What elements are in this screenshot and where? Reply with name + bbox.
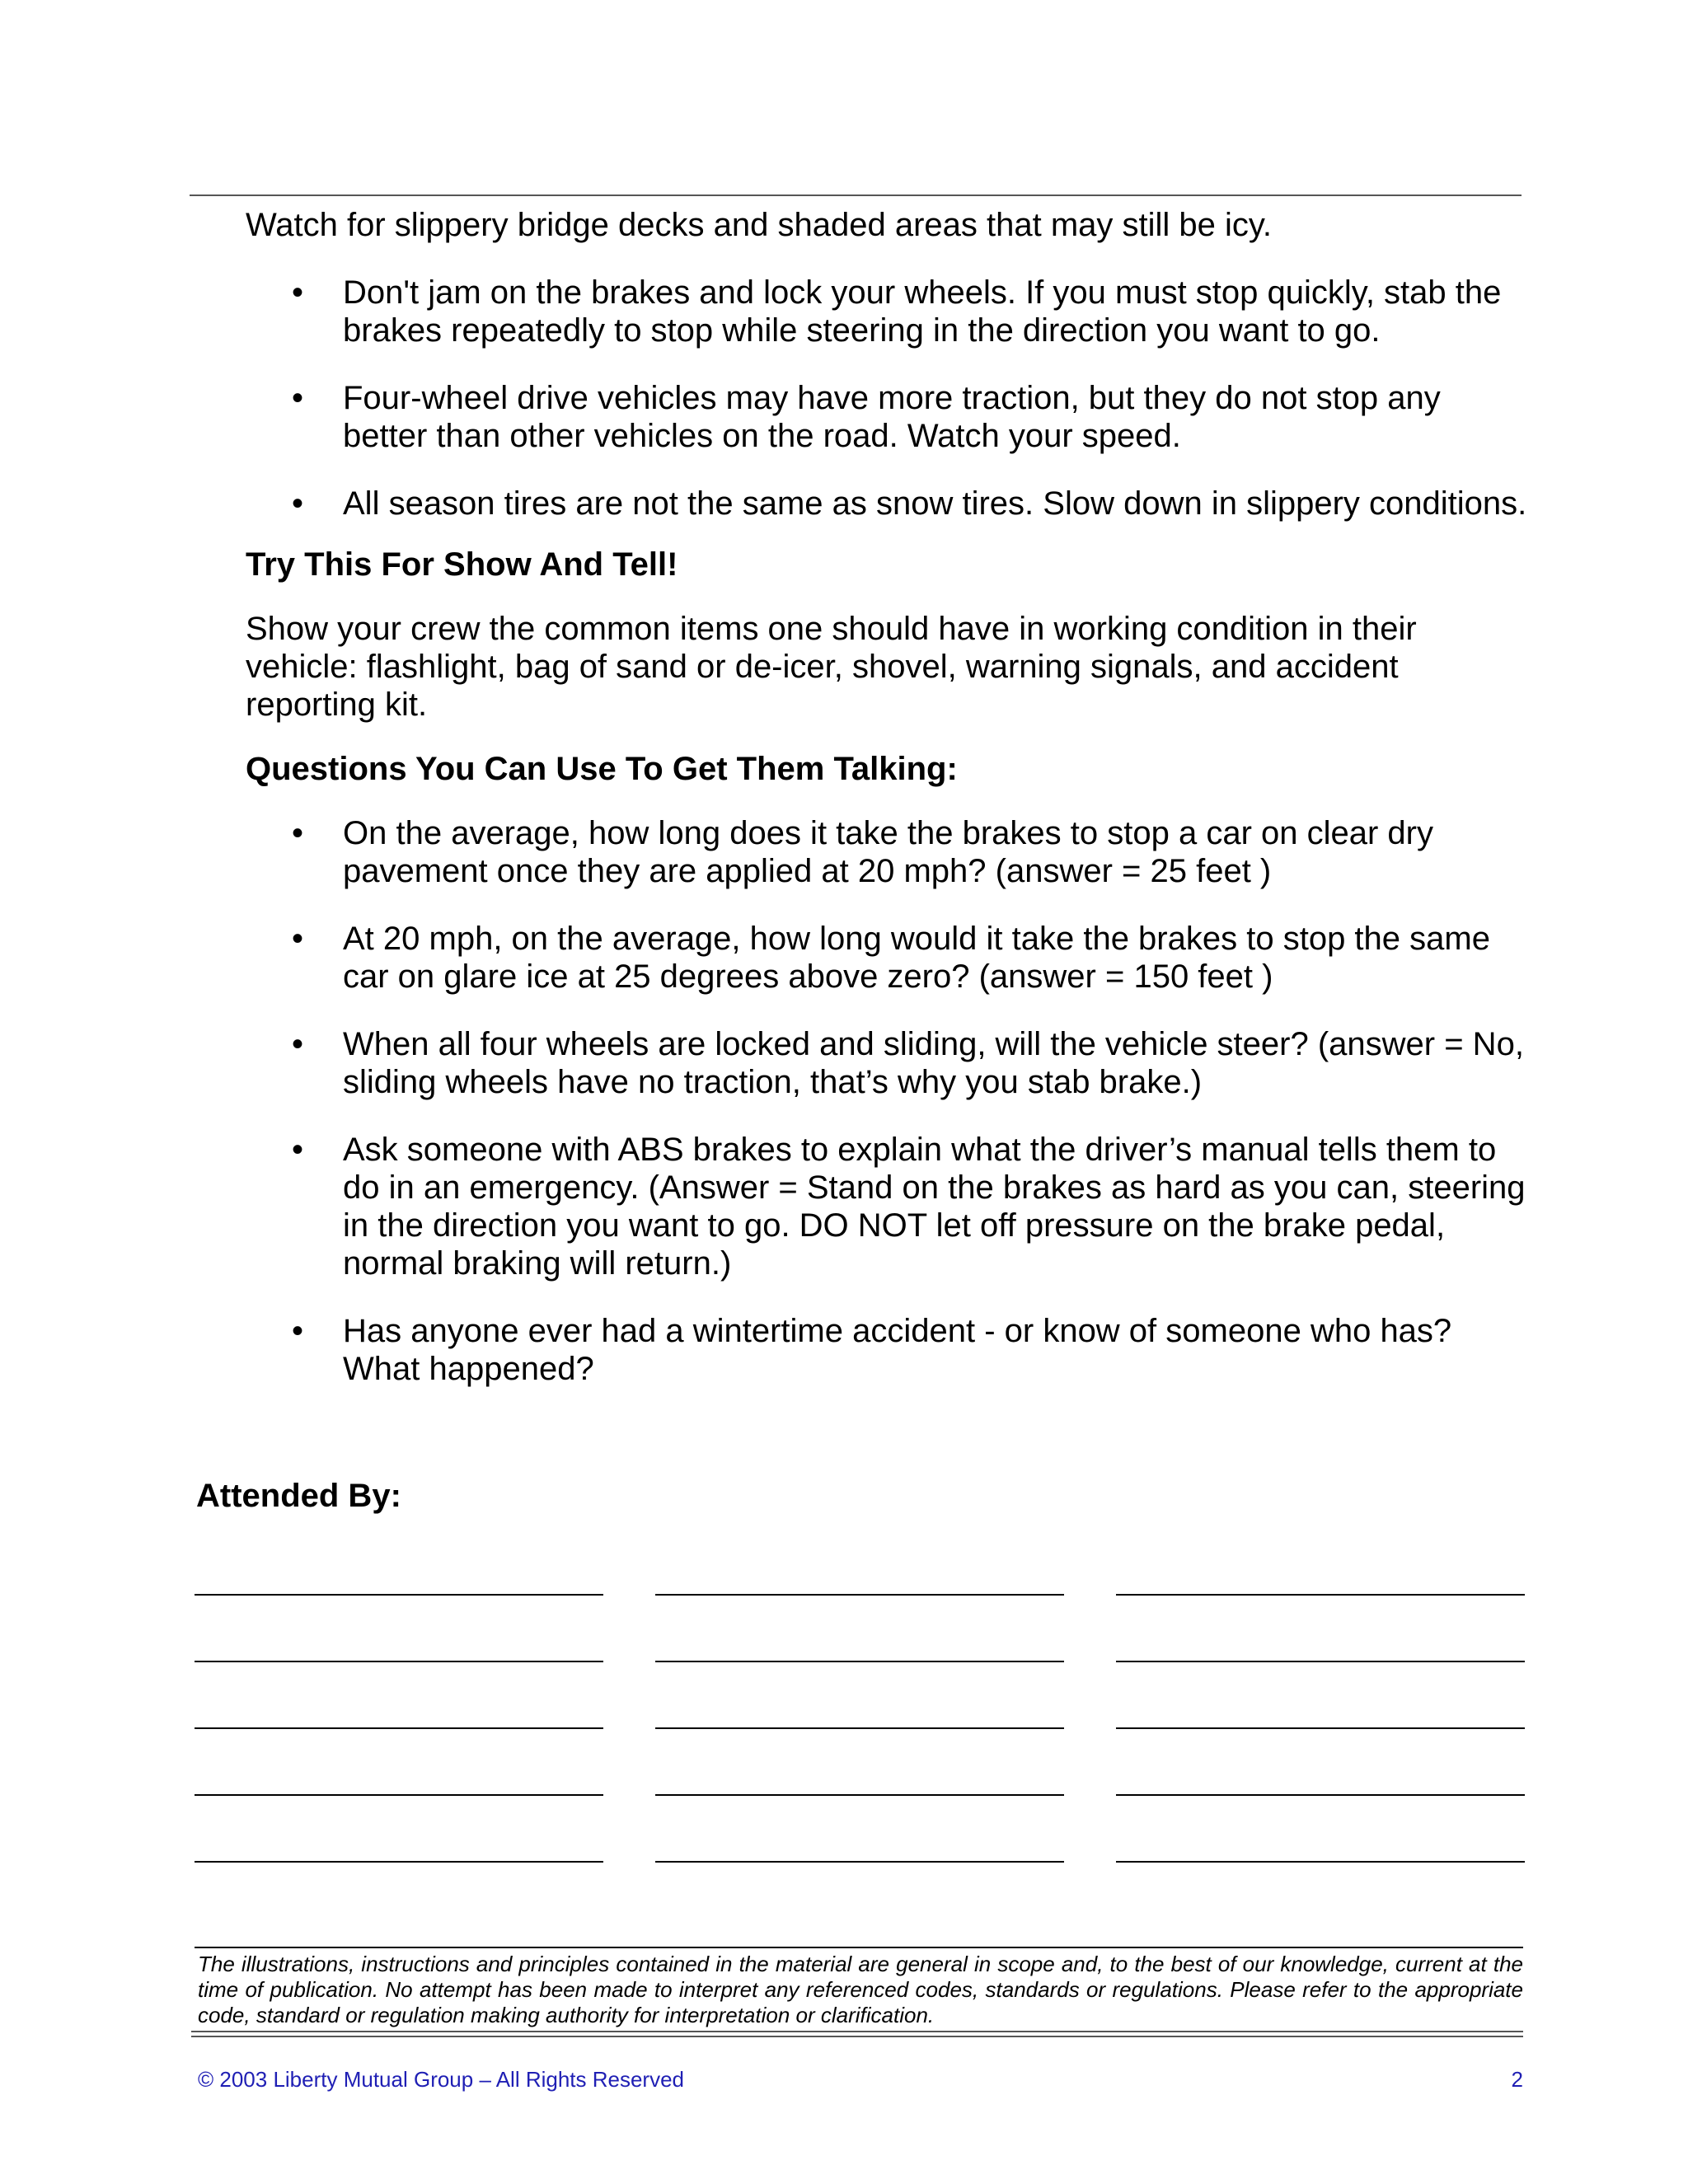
list-item: • Ask someone with ABS brakes to explain what the driver’s manual tells them to do in an emergency. (Answer = Stand on the brakes as hard as you can, steering in the direction you want to go. DO NOT let off pressure on the brake pedal, normal braking will return.): [292, 1132, 1526, 1282]
footer-double-rule: [191, 2031, 1523, 2037]
questions-heading: Questions You Can Use To Get Them Talking:: [246, 751, 958, 787]
list-item: • At 20 mph, on the average, how long would it take the brakes to stop the same car on glare ice at 25 degrees above zero? (answer = 150 feet ): [292, 921, 1490, 995]
signature-row: [195, 1594, 1525, 1661]
bullet-icon: •: [292, 380, 304, 416]
page-number: 2: [1511, 2067, 1523, 2092]
bullet-icon: •: [292, 485, 304, 522]
signature-line[interactable]: [655, 1794, 1064, 1796]
signature-line[interactable]: [655, 1727, 1064, 1729]
bullet-icon: •: [292, 815, 304, 851]
signature-line[interactable]: [655, 1594, 1064, 1596]
signature-row: [195, 1861, 1525, 1928]
list-item: • Don't jam on the brakes and lock your wheels. If you must stop quickly, stab the brakes repeatedly to stop while steering in the direction you want to go.: [292, 274, 1502, 349]
intro-text: Watch for slippery bridge decks and shaded areas that may still be icy.: [246, 207, 1273, 243]
bullet-icon: •: [292, 1132, 304, 1168]
signature-row: [195, 1794, 1525, 1861]
signature-line[interactable]: [195, 1594, 603, 1596]
signature-line[interactable]: [195, 1661, 603, 1662]
signature-line[interactable]: [655, 1861, 1064, 1863]
signature-line[interactable]: [655, 1661, 1064, 1662]
signature-row: [195, 1661, 1525, 1727]
questions-list: [246, 814, 1531, 1388]
signature-line[interactable]: [1116, 1594, 1525, 1596]
bullet-icon: •: [292, 274, 304, 311]
show-tell-text: Show your crew the common items one should have in working condition in their vehicle: flashlight, bag of sand or de-icer, shovel, warning signals, and accident reporting kit.: [246, 611, 1417, 723]
disclaimer-text: The illustrations, instructions and principles contained in the material are general in scope and, to the best of our knowledge, current at the time of publication. No attempt has been made to interpret any referenced codes, standards or regulations. Please refer to the appropriate code, standard or regulation making authority for interpretation or clarification.: [198, 1952, 1523, 2027]
signature-line[interactable]: [1116, 1794, 1525, 1796]
attended-by-label: Attended By:: [196, 1478, 401, 1514]
bullet-icon: •: [292, 921, 304, 957]
tips-list: [246, 274, 1531, 523]
signature-line[interactable]: [195, 1794, 603, 1796]
signature-line[interactable]: [195, 1727, 603, 1729]
bullet-icon: •: [292, 1313, 304, 1349]
list-item: • All season tires are not the same as snow tires. Slow down in slippery conditions.: [292, 485, 1527, 522]
signature-line[interactable]: [195, 1861, 603, 1863]
bullet-icon: •: [292, 1026, 304, 1062]
header-rule: [190, 194, 1522, 196]
list-item: • Four-wheel drive vehicles may have more traction, but they do not stop any better than other vehicles on the road. Watch your speed.: [292, 380, 1441, 454]
signature-row: [195, 1727, 1525, 1794]
copyright-text: © 2003 Liberty Mutual Group – All Rights Reserved: [198, 2067, 685, 2092]
signature-line[interactable]: [1116, 1861, 1525, 1863]
main-content: [246, 206, 1531, 1418]
signature-line[interactable]: [1116, 1727, 1525, 1729]
list-item: • Has anyone ever had a wintertime accident - or know of someone who has? What happened?: [292, 1313, 1452, 1387]
list-item: • When all four wheels are locked and sliding, will the vehicle steer? (answer = No, sliding wheels have no traction, that’s why you stab brake.): [292, 1026, 1524, 1100]
list-item: • On the average, how long does it take the brakes to stop a car on clear dry pavement once they are applied at 20 mph? (answer = 25 feet ): [292, 815, 1433, 889]
signature-lines: [195, 1594, 1525, 1928]
show-tell-heading: Try This For Show And Tell!: [246, 546, 678, 583]
footer-rule: [195, 1947, 1523, 1948]
signature-line[interactable]: [1116, 1661, 1525, 1662]
